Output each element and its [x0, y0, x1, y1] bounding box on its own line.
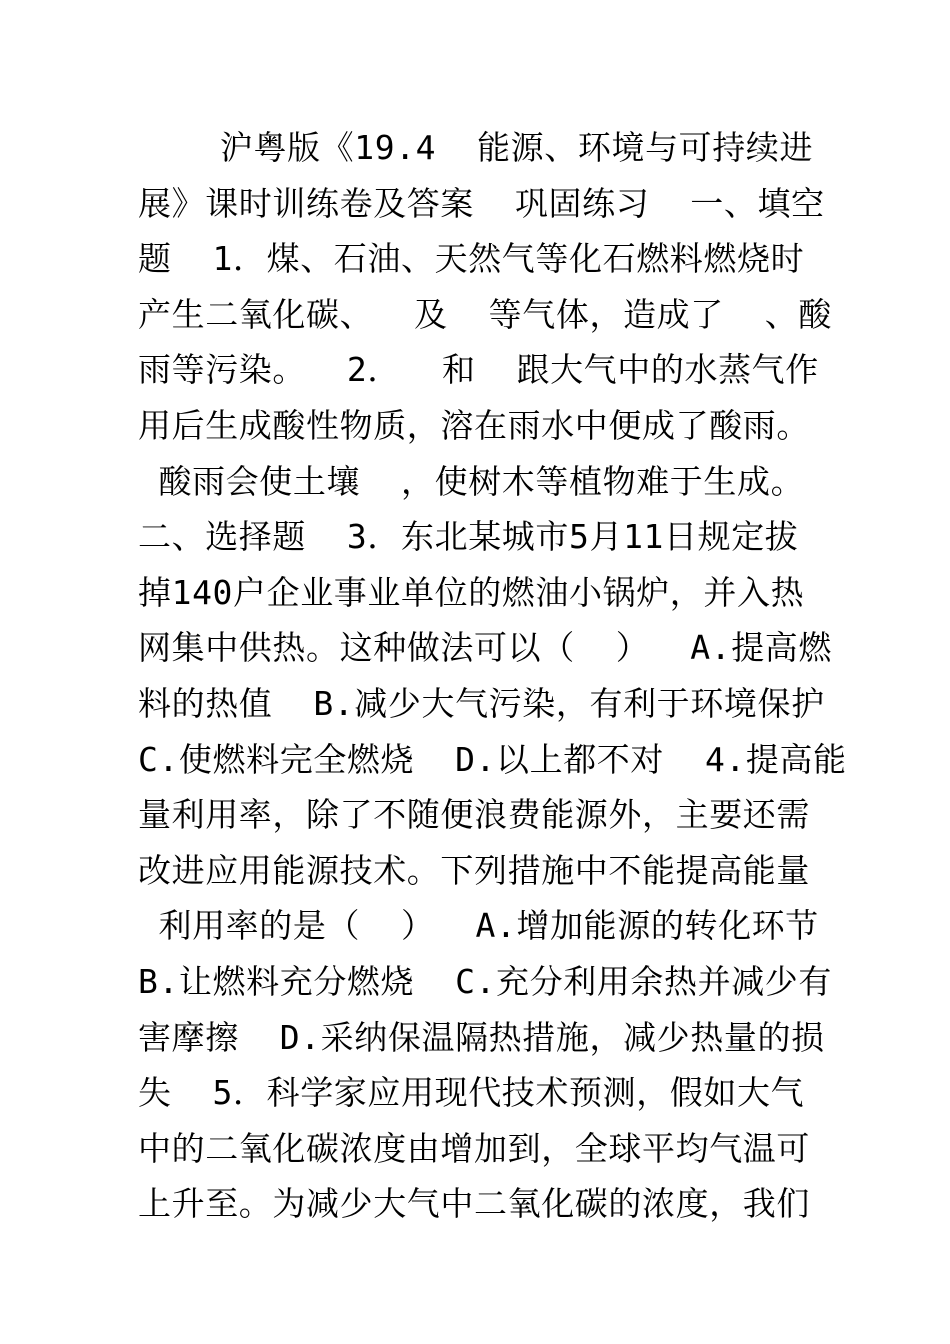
text-line: 题 1．煤、石油、天然气等化石燃料燃烧时	[138, 239, 805, 279]
text-line: 展》课时训练卷及答案 巩固练习 一、填空	[138, 183, 825, 223]
text-line: 失 5．科学家应用现代技术预测，假如大气	[138, 1073, 805, 1113]
text-line: 酸雨会使土壤 ，使树木等植物难于生成。	[138, 461, 805, 501]
text-line: 二、选择题 3．东北某城市5月11日规定拔	[138, 517, 799, 557]
text-line: 改进应用能源技术。下列措施中不能提高能量	[138, 850, 810, 890]
text-line: 掉140户企业事业单位的燃油小锅炉，并入热	[138, 572, 805, 612]
text-line: 网集中供热。这种做法可以（ ） A.提高燃	[138, 628, 833, 668]
text-line: 中的二氧化碳浓度由增加到，全球平均气温可	[138, 1128, 810, 1168]
document-body	[138, 120, 847, 1232]
text-line: 产生二氧化碳、 及 等气体，造成了 、酸	[138, 294, 833, 334]
text-line: 雨等污染。 2． 和 跟大气中的水蒸气作	[138, 350, 819, 390]
text-line: B.让燃料充分燃烧 C.充分利用余热并减少有	[138, 961, 833, 1001]
text-line: 用后生成酸性物质，溶在雨水中便成了酸雨。	[138, 405, 810, 445]
text-line: 害摩擦 D.采纳保温隔热措施，减少热量的损	[138, 1017, 825, 1057]
text-line: C.使燃料完全燃烧 D.以上都不对 4.提高能	[138, 739, 847, 779]
text-line: 量利用率，除了不随便浪费能源外，主要还需	[138, 795, 810, 835]
text-line: 上升至。为减少大气中二氧化碳的浓度，我们	[138, 1184, 810, 1224]
text-line: 利用率的是（ ） A.增加能源的转化环节	[138, 906, 819, 946]
text-line: 料的热值 B.减少大气污染，有利于环境保护	[138, 683, 825, 723]
text-line: 沪粤版《19.4 能源、环境与可持续进	[138, 128, 814, 167]
